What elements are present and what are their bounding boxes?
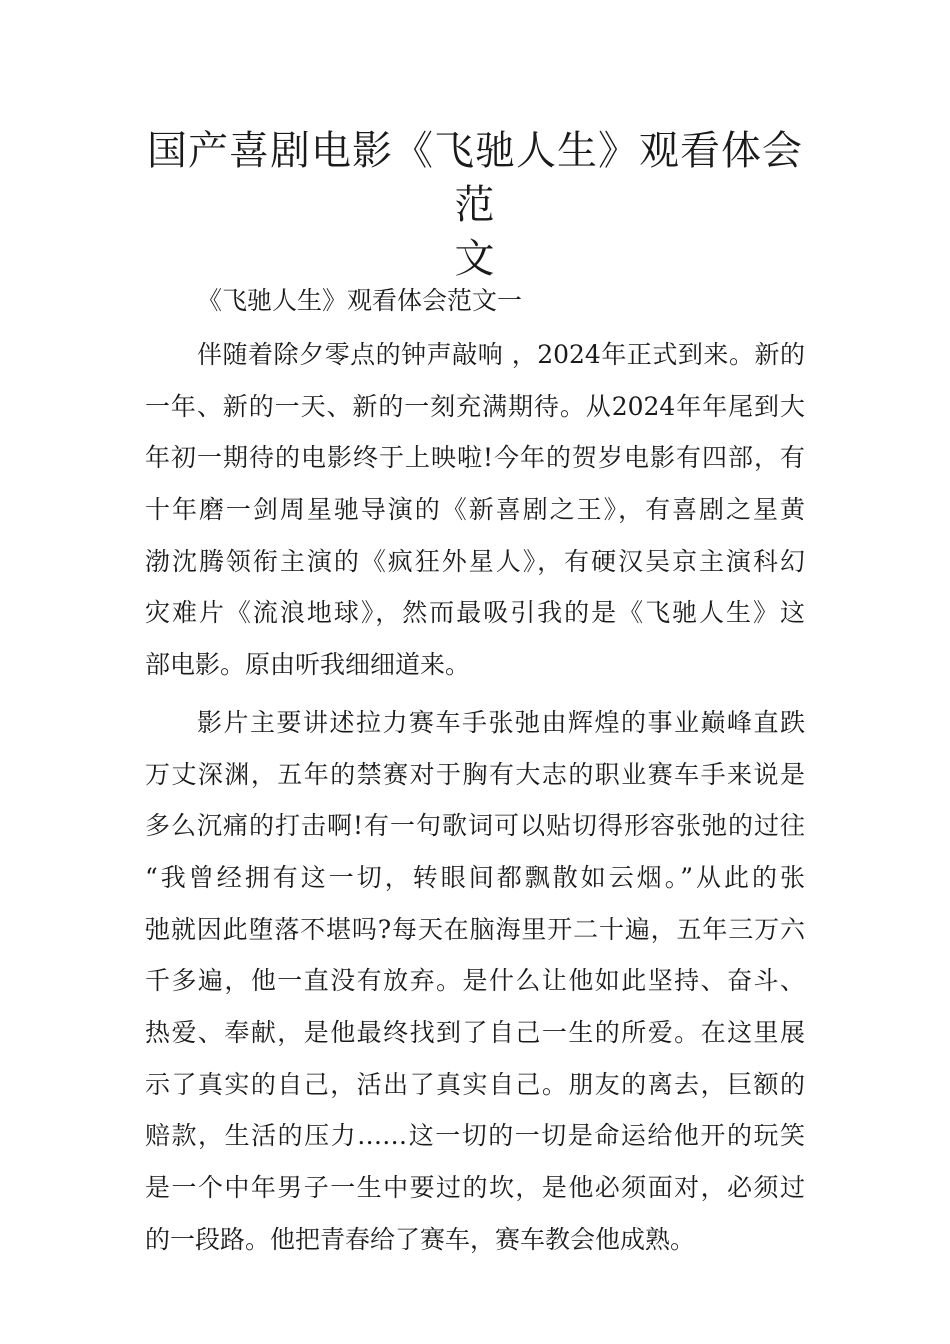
paragraph-line: 赔款，生活的压力……这一切的一切是命运给他开的玩笑 — [145, 1121, 805, 1151]
paragraph-line: 是一个中年男子一生中要过的坎，是他必须面对，必须过 — [145, 1173, 805, 1202]
title-line: 国产喜剧电影《飞驰人生》观看体会范 — [147, 128, 803, 228]
paragraph-line: 的一段路。他把青春给了赛车，赛车教会他成熟。 — [145, 1224, 696, 1254]
title-line: 文 — [454, 236, 496, 282]
document-body — [145, 283, 805, 1265]
paragraph-line: 伴随着除夕零点的钟声敲响 ，2024年正式到来。新的 — [197, 340, 805, 369]
paragraph-line: 弛就因此堕落不堪吗?每天在脑海里开二十遍，五年三万六 — [145, 914, 805, 944]
paragraph — [145, 697, 805, 1266]
paragraph-line: 一年、新的一天、新的一刻充满期待。从2024年年尾到大 — [145, 391, 805, 421]
paragraph-line: 热爱、奉献，是他最终找到了自己一生的所爱。在这里展 — [145, 1017, 805, 1047]
document-title — [140, 124, 810, 286]
paragraph-line: “我曾经拥有这一切，转眼间都飘散如云烟。”从此的张 — [145, 862, 805, 892]
section-subheading: 《飞驰人生》观看体会范文一 — [197, 286, 523, 315]
paragraph-line: 十年磨一剑周星驰导演的《新喜剧之王》，有喜剧之星黄 — [145, 495, 805, 525]
paragraph-line: 灾难片《流浪地球》，然而最吸引我的是《飞驰人生》这 — [145, 598, 805, 628]
paragraph-line: 部电影。原由听我细细道来。 — [145, 650, 471, 680]
paragraph-line: 万丈深渊，五年的禁赛对于胸有大志的职业赛车手来说是 — [145, 759, 805, 789]
paragraph-line: 多么沉痛的打击啊!有一句歌词可以贴切得形容张弛的过往 — [145, 811, 805, 841]
paragraph-line: 年初一期待的电影终于上映啦!今年的贺岁电影有四部，有 — [145, 443, 805, 473]
paragraph-line: 影片主要讲述拉力赛车手张弛由辉煌的事业巅峰直跌 — [197, 707, 805, 737]
paragraph — [145, 329, 805, 691]
paragraph-line: 渤沈腾领衔主演的《疯狂外星人》，有硬汉吴京主演科幻 — [145, 546, 805, 576]
paragraph-line: 示了真实的自己，活出了真实自己。朋友的离去，巨额的 — [145, 1069, 805, 1099]
paragraph-line: 千多遍，他一直没有放弃。是什么让他如此坚持、奋斗、 — [145, 966, 805, 996]
